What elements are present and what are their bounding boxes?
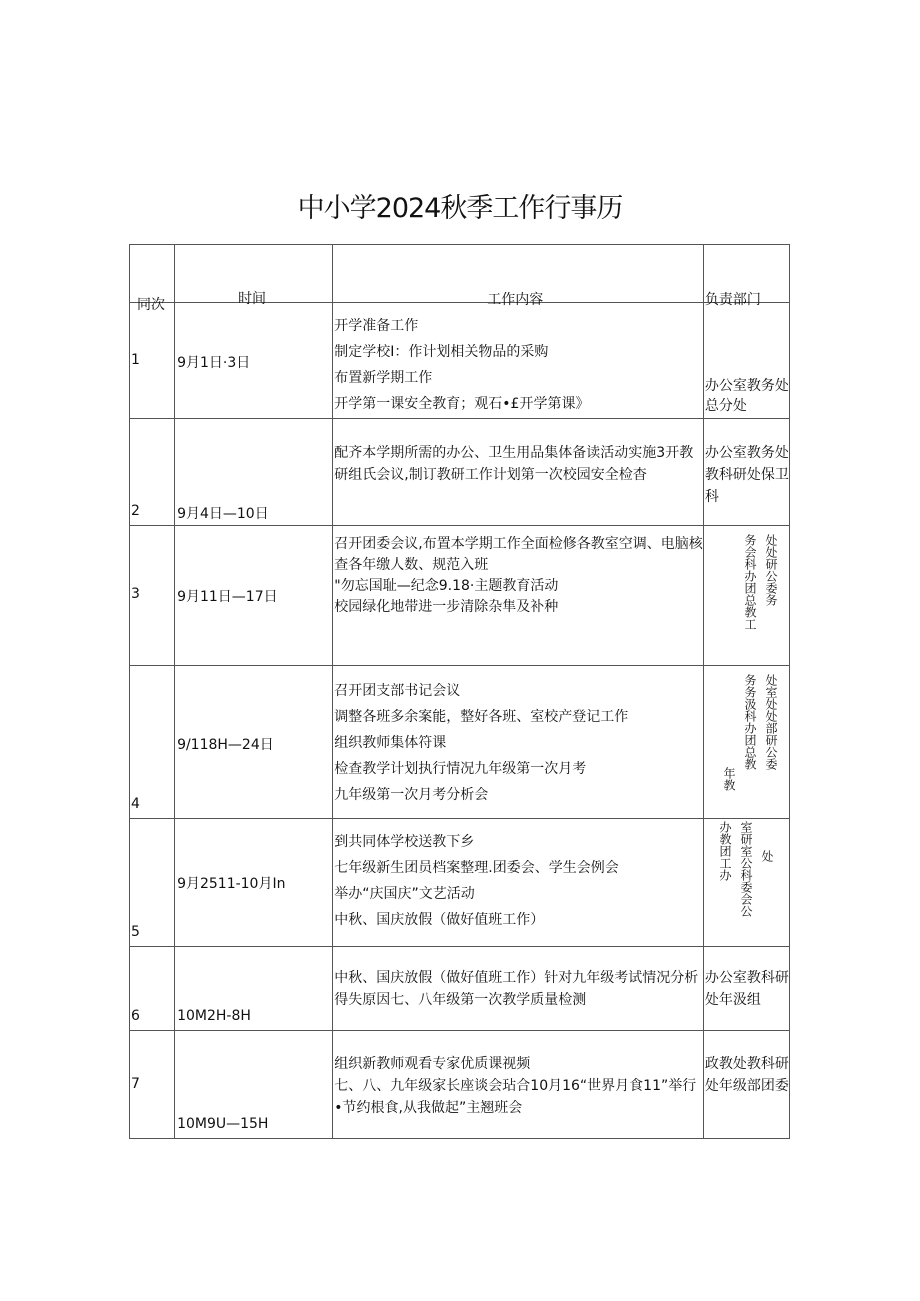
header-work: 工作内容	[333, 245, 704, 303]
table-row	[130, 1031, 790, 1139]
date-range: 10M2H-8H	[177, 1008, 251, 1024]
department: 处处研公委务 务会科办团总教工	[743, 534, 778, 630]
date-range: 9月2511-10月In	[177, 876, 286, 892]
week-number: 4	[131, 796, 140, 812]
department: 政教处教科研处年级部团委	[704, 1056, 789, 1094]
work-content: 组织新教师观看专家优质课视频 七、八、九年级家长座谈会玷合10月16“世界月食11”举行•节约根食,从我做起”主翘班会	[334, 1056, 697, 1116]
department: 处室处处部研公委 务务汲科办团总教 年教	[722, 674, 778, 791]
schedule-table	[129, 244, 790, 1139]
table-row	[130, 666, 790, 819]
date-range: 9月4日—10日	[177, 506, 269, 522]
work-content: 召开团支部书记会议 调整各班多余案能，整好各班、室校产登记工作 组织教师集体符课 检查教学计划执行情况九年级第一次月考 九年级第一次月考分析会	[334, 683, 629, 803]
week-number: 7	[131, 1076, 140, 1092]
work-content: 配齐本学期所需的办公、卫生用品集体备读活动实施3开教研组氏会议,制订教研工作计划第一次校园安全检杳	[334, 445, 694, 483]
week-number: 2	[131, 503, 140, 519]
table-row	[130, 819, 790, 947]
week-number: 6	[131, 1008, 140, 1024]
table-row	[130, 419, 790, 526]
page-title: 中小学2024秋季工作行事历	[297, 193, 623, 224]
department: 办公室教务处总分处	[704, 378, 789, 414]
week-number: 3	[131, 586, 140, 602]
header-date: 时间	[175, 245, 333, 303]
table-row	[130, 303, 790, 419]
date-range: 9月1日·3日	[177, 355, 251, 371]
department: 办公室教务处教科研处保卫科	[704, 445, 789, 505]
table-row	[130, 526, 790, 666]
department: 办公室教科研处年汲组	[704, 970, 789, 1008]
week-number: 1	[131, 352, 140, 368]
work-content: 召开团委会议,布置本学期工作全面检修各教室空调、电脑核查各年缴人数、规范入班 "勿忘国耻—纪念9.18·主题教育活动 校园绿化地带进一步清除杂隼及补种	[334, 536, 703, 615]
work-content: 开学准备工作 制定学校I：作计划相关物品的采购 布置新学期工作 开学第一课安全教育；观石•£开学第课》	[334, 318, 590, 412]
date-range: 10M9U—15H	[177, 1116, 269, 1132]
header-week: 同次	[130, 245, 175, 303]
table-row	[130, 947, 790, 1031]
table-header-row	[130, 245, 790, 303]
header-dept: 负责部门	[703, 245, 789, 303]
date-range: 9/118H—24日	[177, 737, 274, 753]
work-content: 到共同体学校送教下乡 七年级新生团员档案整理.团委会、学生会例会 举办“庆国庆”文艺活动 中秋、国庆放假（做好值班工作）	[334, 834, 619, 928]
work-content: 中秋、国庆放假（做好值班工作）针对九年级考试情况分析得失原因七、八年级第一次教学质量检测	[334, 970, 699, 1008]
department: 处 室研室公科委会公 办教团工办	[718, 821, 774, 917]
week-number: 5	[131, 924, 140, 940]
date-range: 9月11日—17日	[177, 589, 278, 605]
